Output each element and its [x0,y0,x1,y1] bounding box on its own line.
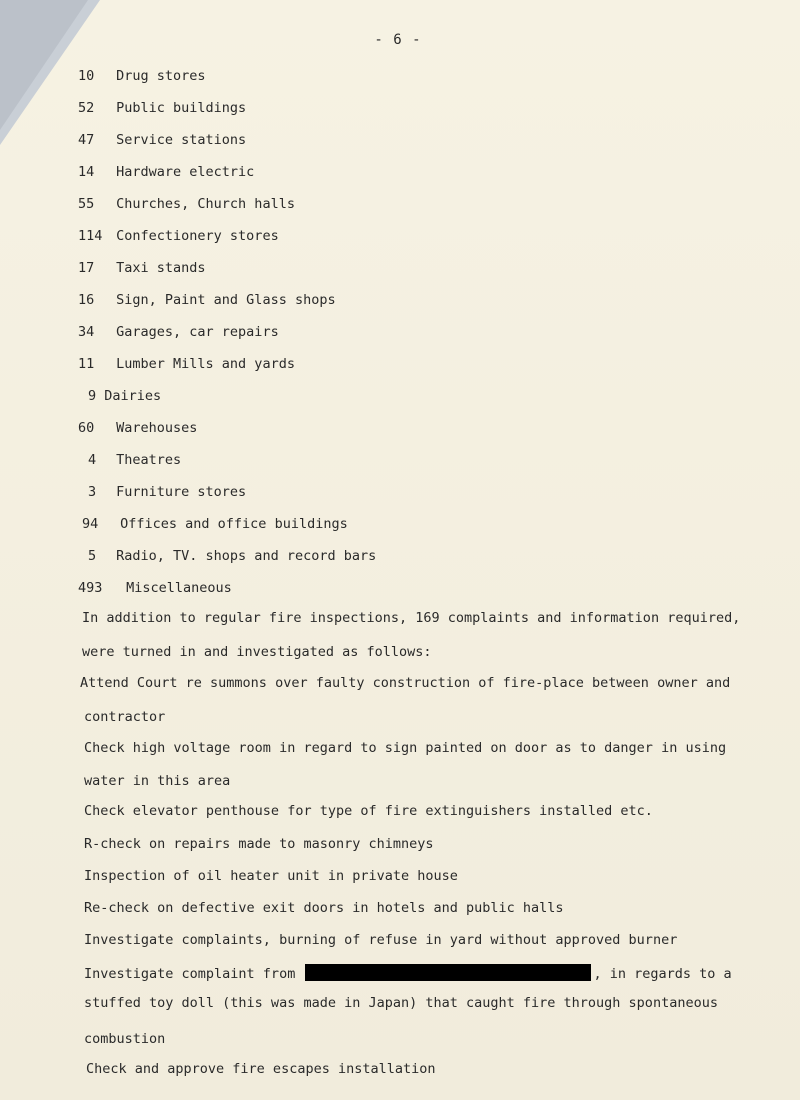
stat-count: 17 [78,260,95,276]
complaint-line: Attend Court re summons over faulty construction of fire-place between owner and [80,675,731,691]
stat-row [78,420,197,436]
stat-label: Radio, TV. shops and record bars [116,548,377,564]
stat-count: 4 [88,452,97,468]
complaint-text-before: Investigate complaint from [84,966,296,982]
stat-label: Warehouses [116,420,198,436]
stat-label: Confectionery stores [116,228,279,244]
stat-row [78,164,254,180]
stat-count: 10 [78,68,95,84]
stat-count: 5 [88,548,97,564]
complaint-line: Investigate complaints, burning of refuse in yard without approved burner [84,932,678,948]
stat-count: 94 [82,516,99,532]
stat-row [78,260,206,276]
stat-count: 55 [78,196,95,212]
complaint-line: R-check on repairs made to masonry chimneys [84,836,434,852]
stat-row [82,516,348,532]
complaint-line: Inspection of oil heater unit in private house [84,868,458,884]
complaint-line: water in this area [84,773,231,789]
stat-label: Taxi stands [116,260,206,276]
stat-row [78,132,246,148]
stat-count: 47 [78,132,95,148]
stat-row [78,292,336,308]
stat-row [78,324,279,340]
stat-row [78,228,279,244]
stat-label: Public buildings [116,100,247,116]
complaint-line: Check elevator penthouse for type of fire extinguishers installed etc. [84,803,653,819]
stat-count: 9 [88,388,97,404]
stat-row [78,196,295,212]
stat-count: 16 [78,292,95,308]
intro-line: In addition to regular fire inspections, 169 complaints and information required, [82,610,741,626]
stat-count: 3 [88,484,97,500]
stat-label: Lumber Mills and yards [116,356,295,372]
stat-row [88,452,181,468]
stat-row [88,388,161,404]
stat-label: Furniture stores [116,484,247,500]
stat-label: Offices and office buildings [120,516,348,532]
stat-label: Hardware electric [116,164,255,180]
stat-label: Churches, Church halls [116,196,295,212]
stat-label: Miscellaneous [126,580,232,596]
stat-count: 52 [78,100,95,116]
complaint-line: Re-check on defective exit doors in hotels and public halls [84,900,564,916]
complaint-line: stuffed toy doll (this was made in Japan) that caught fire through spontaneous [84,995,718,1011]
complaint-line: Check and approve fire escapes installation [86,1061,436,1077]
complaint-line: combustion [84,1031,166,1047]
intro-line: were turned in and investigated as follows: [82,644,432,660]
stat-label: Service stations [116,132,247,148]
stat-count: 11 [78,356,95,372]
stat-row [78,580,232,596]
stat-row [78,100,246,116]
stat-count: 14 [78,164,95,180]
page-number: - 6 - [374,32,422,48]
stat-label: Garages, car repairs [116,324,279,340]
complaint-text-after: , in regards to a [593,966,732,982]
stat-row [88,548,376,564]
complaint-line: contractor [84,709,166,725]
stat-count: 34 [78,324,95,340]
stat-row [78,68,206,84]
stat-label: Drug stores [116,68,206,84]
complaint-line: Check high voltage room in regard to sign painted on door as to danger in using [84,740,727,756]
stat-label: Sign, Paint and Glass shops [116,292,336,308]
stat-row [78,356,295,372]
complaint-line-redacted [84,964,732,982]
stat-label: Theatres [116,452,182,468]
stat-count: 493 [78,580,103,596]
folded-corner-shadow [0,0,88,130]
stat-count: 60 [78,420,95,436]
stat-label: Dairies [104,388,162,404]
stat-count: 114 [78,228,103,244]
stat-row [88,484,246,500]
redaction-bar [305,964,591,981]
